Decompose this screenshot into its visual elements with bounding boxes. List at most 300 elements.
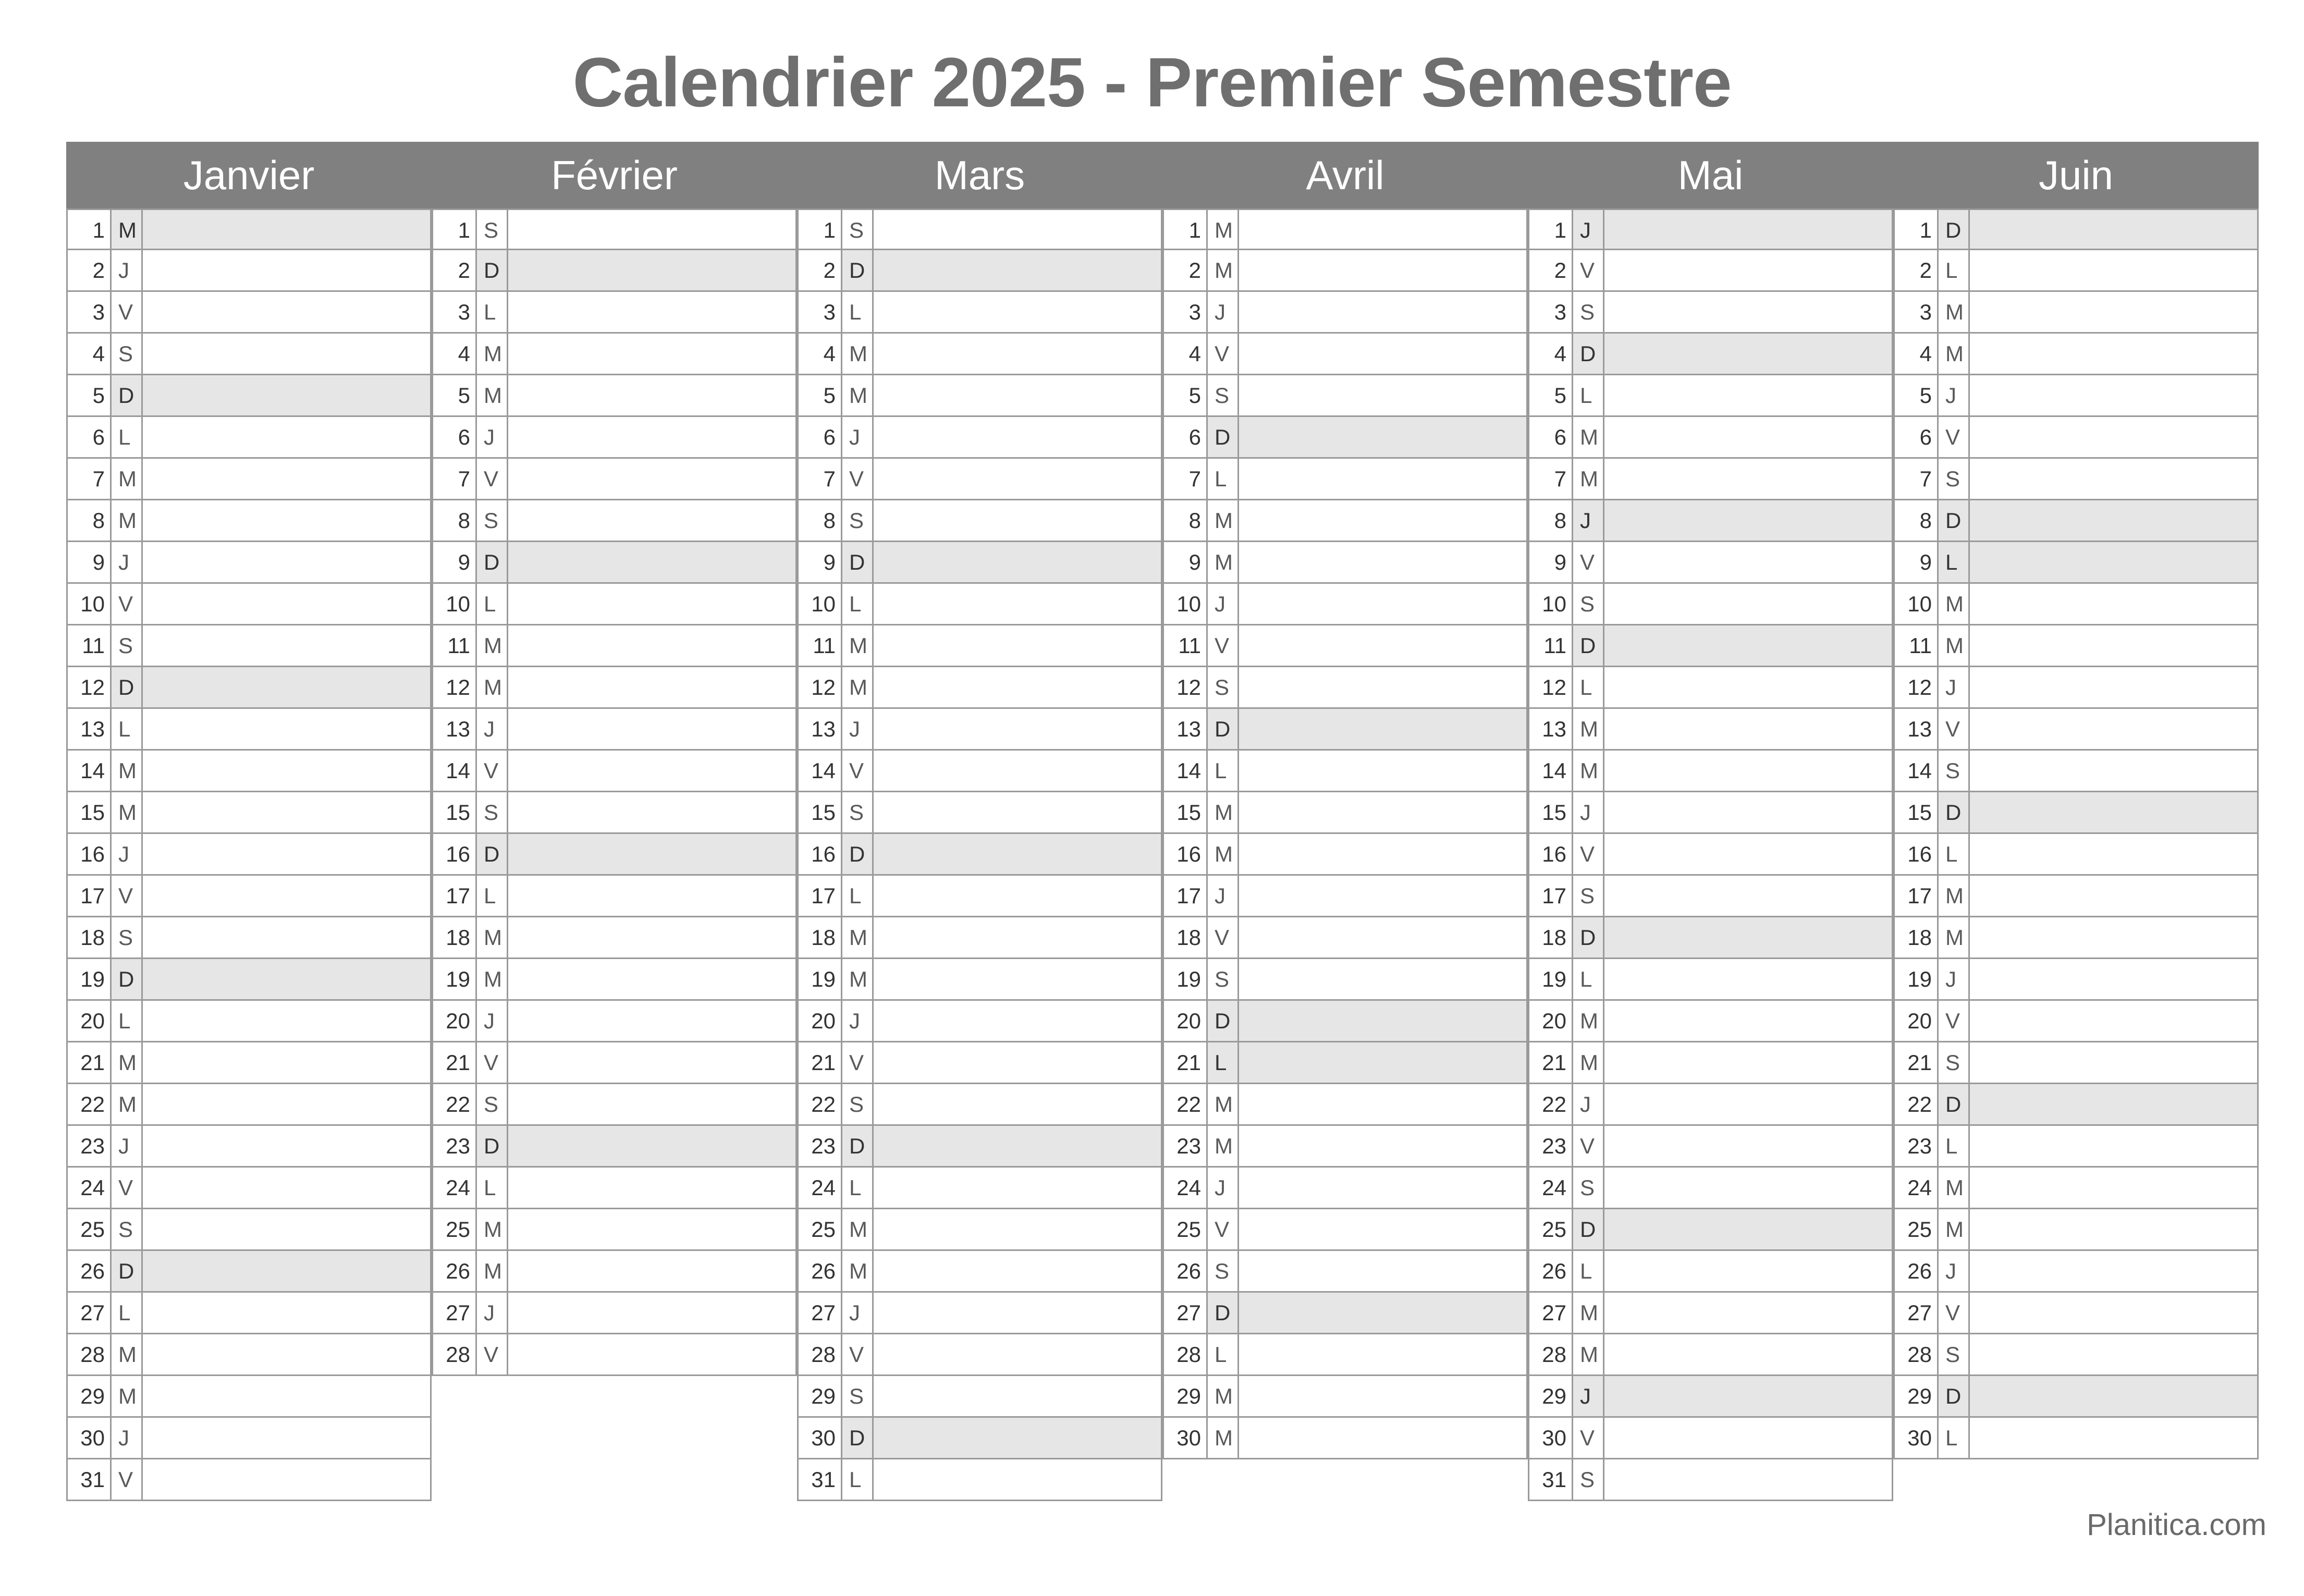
day-row (1529, 1418, 1893, 1459)
note-cell[interactable] (1239, 667, 1526, 707)
note-cell[interactable] (508, 709, 795, 749)
day-row (1529, 1126, 1893, 1168)
note-cell[interactable] (1970, 542, 2257, 582)
note-cell[interactable] (1970, 625, 2257, 666)
day-number: 19 (1529, 959, 1573, 999)
day-number: 1 (433, 210, 477, 249)
note-cell[interactable] (874, 417, 1161, 457)
note-cell[interactable] (874, 292, 1161, 332)
note-cell[interactable] (508, 1168, 795, 1208)
day-number: 10 (433, 584, 477, 624)
note-cell[interactable] (508, 1334, 795, 1374)
note-cell[interactable] (1970, 1334, 2257, 1374)
note-cell[interactable] (874, 625, 1161, 666)
note-cell[interactable] (1239, 1126, 1526, 1166)
day-number: 13 (1895, 709, 1939, 749)
note-cell[interactable] (508, 667, 795, 707)
weekday-letter: V (1573, 250, 1604, 290)
note-cell[interactable] (508, 210, 795, 249)
note-cell[interactable] (508, 292, 795, 332)
note-cell[interactable] (1604, 1084, 1892, 1124)
weekday-letter: M (1208, 250, 1239, 290)
note-cell[interactable] (874, 792, 1161, 832)
note-cell[interactable] (1604, 1001, 1892, 1041)
note-cell[interactable] (1970, 250, 2257, 290)
note-cell[interactable] (874, 1334, 1161, 1374)
day-row (1164, 1418, 1528, 1459)
note-cell[interactable] (1604, 292, 1892, 332)
note-cell[interactable] (874, 959, 1161, 999)
note-cell[interactable] (1239, 876, 1526, 916)
note-cell[interactable] (874, 1251, 1161, 1291)
note-cell[interactable] (874, 1084, 1161, 1124)
note-cell[interactable] (874, 1209, 1161, 1249)
note-cell[interactable] (1604, 709, 1892, 749)
note-cell[interactable] (874, 1168, 1161, 1208)
note-cell[interactable] (874, 876, 1161, 916)
note-cell[interactable] (1239, 417, 1526, 457)
note-cell[interactable] (143, 959, 430, 999)
note-cell[interactable] (1970, 1001, 2257, 1041)
note-cell[interactable] (1239, 834, 1526, 874)
day-row (1164, 1126, 1528, 1168)
note-cell[interactable] (1970, 334, 2257, 374)
note-cell[interactable] (1239, 709, 1526, 749)
note-cell[interactable] (508, 1001, 795, 1041)
day-number: 18 (68, 917, 112, 957)
note-cell[interactable] (1239, 334, 1526, 374)
note-cell[interactable] (874, 1376, 1161, 1416)
day-row (1895, 834, 2259, 876)
weekday-letter: S (1939, 1334, 1970, 1374)
calendar-grid (66, 142, 2259, 1501)
weekday-letter: M (842, 667, 874, 707)
day-row (68, 417, 432, 459)
note-cell[interactable] (874, 709, 1161, 749)
weekday-letter: M (1939, 292, 1970, 332)
note-cell[interactable] (143, 1126, 430, 1166)
day-number: 18 (1895, 917, 1939, 957)
day-row (1895, 334, 2259, 375)
note-cell[interactable] (1604, 417, 1892, 457)
note-cell[interactable] (1604, 1334, 1892, 1374)
day-number: 8 (1164, 500, 1208, 541)
note-cell[interactable] (1970, 1418, 2257, 1458)
day-number: 8 (1895, 500, 1939, 541)
day-row (1164, 1376, 1528, 1418)
note-cell[interactable] (1604, 1459, 1892, 1500)
note-cell[interactable] (1239, 959, 1526, 999)
day-number: 12 (799, 667, 842, 707)
day-number: 31 (68, 1459, 112, 1500)
note-cell[interactable] (1604, 459, 1892, 499)
note-cell[interactable] (874, 1001, 1161, 1041)
note-cell[interactable] (1239, 250, 1526, 290)
day-row (1895, 1168, 2259, 1209)
note-cell[interactable] (1239, 1376, 1526, 1416)
note-cell[interactable] (1239, 625, 1526, 666)
note-cell[interactable] (874, 210, 1161, 249)
day-row (799, 459, 1162, 500)
note-cell[interactable] (874, 667, 1161, 707)
day-row (1529, 1251, 1893, 1293)
note-cell[interactable] (143, 1293, 430, 1333)
note-cell[interactable] (1970, 667, 2257, 707)
note-cell[interactable] (1970, 1126, 2257, 1166)
note-cell[interactable] (143, 292, 430, 332)
note-cell[interactable] (1604, 500, 1892, 541)
day-row (1895, 292, 2259, 334)
note-cell[interactable] (508, 459, 795, 499)
day-row (433, 500, 797, 542)
weekday-letter: M (1573, 1293, 1604, 1333)
day-row (1164, 334, 1528, 375)
note-cell[interactable] (143, 876, 430, 916)
day-number: 23 (1164, 1126, 1208, 1166)
day-row (799, 709, 1162, 751)
note-cell[interactable] (874, 834, 1161, 874)
day-number: 27 (1529, 1293, 1573, 1333)
note-cell[interactable] (1604, 792, 1892, 832)
note-cell[interactable] (143, 1168, 430, 1208)
note-cell[interactable] (143, 667, 430, 707)
weekday-letter: V (1939, 1293, 1970, 1333)
note-cell[interactable] (1604, 917, 1892, 957)
note-cell[interactable] (1970, 1251, 2257, 1291)
note-cell[interactable] (143, 751, 430, 791)
day-row (1529, 500, 1893, 542)
day-row (433, 959, 797, 1001)
day-row (1529, 1042, 1893, 1084)
note-cell[interactable] (508, 834, 795, 874)
weekday-letter: L (112, 709, 143, 749)
note-cell[interactable] (1239, 1001, 1526, 1041)
note-cell[interactable] (143, 792, 430, 832)
weekday-letter: M (112, 751, 143, 791)
note-cell[interactable] (508, 542, 795, 582)
weekday-letter: D (112, 375, 143, 415)
day-row (1164, 1251, 1528, 1293)
note-cell[interactable] (508, 1293, 795, 1333)
note-cell[interactable] (874, 1459, 1161, 1500)
day-number: 19 (1895, 959, 1939, 999)
note-cell[interactable] (1239, 1418, 1526, 1458)
day-row (1164, 1168, 1528, 1209)
month-column (432, 142, 797, 1501)
note-cell[interactable] (1239, 1251, 1526, 1291)
note-cell[interactable] (1970, 500, 2257, 541)
day-row (799, 751, 1162, 792)
note-cell[interactable] (508, 792, 795, 832)
day-number: 9 (1164, 542, 1208, 582)
note-cell[interactable] (1604, 1376, 1892, 1416)
note-cell[interactable] (874, 1418, 1161, 1458)
day-number: 17 (68, 876, 112, 916)
brand-footer[interactable]: Planitica.com (2087, 1508, 2266, 1542)
day-number: 30 (799, 1418, 842, 1458)
note-cell[interactable] (508, 1251, 795, 1291)
day-row (799, 417, 1162, 459)
day-number: 2 (1164, 250, 1208, 290)
day-number: 14 (1529, 751, 1573, 791)
day-number: 7 (1895, 459, 1939, 499)
day-row (1529, 208, 1893, 250)
day-number: 2 (799, 250, 842, 290)
note-cell[interactable] (143, 542, 430, 582)
note-cell[interactable] (143, 417, 430, 457)
note-cell[interactable] (1239, 584, 1526, 624)
month-column (1528, 142, 1893, 1501)
note-cell[interactable] (874, 751, 1161, 791)
note-cell[interactable] (1970, 1084, 2257, 1124)
note-cell[interactable] (143, 500, 430, 541)
day-number: 10 (1164, 584, 1208, 624)
note-cell[interactable] (143, 1376, 430, 1416)
note-cell[interactable] (508, 917, 795, 957)
weekday-letter: D (112, 959, 143, 999)
note-cell[interactable] (874, 250, 1161, 290)
day-row (799, 1376, 1162, 1418)
note-cell[interactable] (1604, 876, 1892, 916)
day-number: 9 (68, 542, 112, 582)
day-row (433, 1209, 797, 1251)
note-cell[interactable] (1239, 917, 1526, 957)
weekday-letter: J (112, 250, 143, 290)
note-cell[interactable] (874, 334, 1161, 374)
note-cell[interactable] (1239, 210, 1526, 249)
day-number: 2 (68, 250, 112, 290)
note-cell[interactable] (143, 1334, 430, 1374)
weekday-letter: L (1939, 834, 1970, 874)
note-cell[interactable] (1970, 210, 2257, 249)
note-cell[interactable] (1604, 1209, 1892, 1249)
note-cell[interactable] (508, 876, 795, 916)
day-number: 4 (799, 334, 842, 374)
note-cell[interactable] (508, 375, 795, 415)
note-cell[interactable] (508, 500, 795, 541)
day-number: 19 (68, 959, 112, 999)
note-cell[interactable] (143, 375, 430, 415)
note-cell[interactable] (1970, 375, 2257, 415)
note-cell[interactable] (1604, 1126, 1892, 1166)
note-cell[interactable] (143, 210, 430, 249)
day-row (433, 584, 797, 625)
note-cell[interactable] (874, 375, 1161, 415)
note-cell[interactable] (1604, 1251, 1892, 1291)
note-cell[interactable] (1604, 1042, 1892, 1083)
note-cell[interactable] (1970, 292, 2257, 332)
day-number: 23 (1529, 1126, 1573, 1166)
day-number: 22 (68, 1084, 112, 1124)
day-row (1529, 792, 1893, 834)
note-cell[interactable] (874, 459, 1161, 499)
note-cell[interactable] (508, 1126, 795, 1166)
note-cell[interactable] (1604, 625, 1892, 666)
note-cell[interactable] (1239, 751, 1526, 791)
day-row (433, 375, 797, 417)
day-number: 13 (799, 709, 842, 749)
note-cell[interactable] (1604, 751, 1892, 791)
note-cell[interactable] (1239, 459, 1526, 499)
note-cell[interactable] (1970, 1376, 2257, 1416)
note-cell[interactable] (508, 1209, 795, 1249)
day-row (1164, 625, 1528, 667)
note-cell[interactable] (1604, 334, 1892, 374)
note-cell[interactable] (1604, 250, 1892, 290)
weekday-letter: S (842, 1376, 874, 1416)
note-cell[interactable] (874, 500, 1161, 541)
note-cell[interactable] (143, 1251, 430, 1291)
weekday-letter: S (1573, 876, 1604, 916)
day-number: 4 (433, 334, 477, 374)
note-cell[interactable] (1604, 375, 1892, 415)
note-cell[interactable] (1970, 584, 2257, 624)
weekday-letter: M (1939, 917, 1970, 957)
day-row (799, 250, 1162, 292)
weekday-letter: S (1573, 1459, 1604, 1500)
note-cell[interactable] (143, 709, 430, 749)
day-row (1164, 208, 1528, 250)
day-row (433, 250, 797, 292)
weekday-letter: M (842, 334, 874, 374)
weekday-letter: M (112, 792, 143, 832)
note-cell[interactable] (1604, 959, 1892, 999)
day-row (1895, 375, 2259, 417)
note-cell[interactable] (1604, 1418, 1892, 1458)
note-cell[interactable] (1239, 375, 1526, 415)
note-cell[interactable] (143, 1084, 430, 1124)
note-cell[interactable] (1970, 917, 2257, 957)
note-cell[interactable] (874, 584, 1161, 624)
note-cell[interactable] (508, 250, 795, 290)
note-cell[interactable] (143, 1042, 430, 1083)
day-number: 25 (799, 1209, 842, 1249)
note-cell[interactable] (1239, 1042, 1526, 1083)
note-cell[interactable] (1970, 1293, 2257, 1333)
note-cell[interactable] (1970, 1168, 2257, 1208)
weekday-letter: V (1208, 917, 1239, 957)
day-number: 20 (433, 1001, 477, 1041)
note-cell[interactable] (1239, 792, 1526, 832)
note-cell[interactable] (508, 1084, 795, 1124)
day-row (68, 1293, 432, 1334)
weekday-letter: V (1208, 1209, 1239, 1249)
note-cell[interactable] (1970, 959, 2257, 999)
weekday-letter: J (1208, 876, 1239, 916)
day-row (1895, 1209, 2259, 1251)
note-cell[interactable] (508, 625, 795, 666)
day-row (1529, 1168, 1893, 1209)
day-row (799, 1418, 1162, 1459)
note-cell[interactable] (1970, 417, 2257, 457)
note-cell[interactable] (874, 542, 1161, 582)
note-cell[interactable] (1970, 709, 2257, 749)
note-cell[interactable] (1970, 1209, 2257, 1249)
day-row (433, 1168, 797, 1209)
weekday-letter: J (1939, 375, 1970, 415)
note-cell[interactable] (1239, 292, 1526, 332)
note-cell[interactable] (508, 584, 795, 624)
weekday-letter: D (477, 834, 508, 874)
note-cell[interactable] (143, 584, 430, 624)
note-cell[interactable] (1604, 542, 1892, 582)
note-cell[interactable] (1604, 667, 1892, 707)
day-row (1529, 1334, 1893, 1376)
note-cell[interactable] (143, 917, 430, 957)
note-cell[interactable] (1604, 210, 1892, 249)
note-cell[interactable] (508, 959, 795, 999)
note-cell[interactable] (143, 1418, 430, 1458)
note-cell[interactable] (1604, 584, 1892, 624)
day-number: 27 (1895, 1293, 1939, 1333)
day-row (433, 1126, 797, 1168)
note-cell[interactable] (874, 917, 1161, 957)
weekday-letter: S (112, 917, 143, 957)
note-cell[interactable] (1239, 542, 1526, 582)
note-cell[interactable] (143, 1209, 430, 1249)
note-cell[interactable] (143, 459, 430, 499)
note-cell[interactable] (1970, 1042, 2257, 1083)
note-cell[interactable] (1239, 1084, 1526, 1124)
note-cell[interactable] (1970, 459, 2257, 499)
day-row (1529, 625, 1893, 667)
note-cell[interactable] (508, 334, 795, 374)
note-cell[interactable] (143, 334, 430, 374)
weekday-letter: M (1573, 751, 1604, 791)
note-cell[interactable] (874, 1042, 1161, 1083)
weekday-letter: L (477, 292, 508, 332)
note-cell[interactable] (1239, 500, 1526, 541)
note-cell[interactable] (1970, 751, 2257, 791)
day-number: 21 (68, 1042, 112, 1083)
note-cell[interactable] (1239, 1334, 1526, 1374)
day-number: 15 (68, 792, 112, 832)
note-cell[interactable] (508, 417, 795, 457)
day-row (1164, 292, 1528, 334)
note-cell[interactable] (1970, 792, 2257, 832)
day-row (799, 375, 1162, 417)
weekday-letter: V (1208, 334, 1239, 374)
note-cell[interactable] (143, 625, 430, 666)
weekday-letter: V (842, 1042, 874, 1083)
day-row (1164, 417, 1528, 459)
note-cell[interactable] (1604, 834, 1892, 874)
note-cell[interactable] (1604, 1293, 1892, 1333)
day-number: 26 (1164, 1251, 1208, 1291)
weekday-letter: M (477, 959, 508, 999)
note-cell[interactable] (1239, 1209, 1526, 1249)
note-cell[interactable] (143, 834, 430, 874)
note-cell[interactable] (1239, 1293, 1526, 1333)
weekday-letter: M (1208, 1418, 1239, 1458)
day-row (1895, 1293, 2259, 1334)
note-cell[interactable] (143, 250, 430, 290)
note-cell[interactable] (1970, 876, 2257, 916)
note-cell[interactable] (874, 1293, 1161, 1333)
day-row (1164, 709, 1528, 751)
day-row (68, 1001, 432, 1042)
note-cell[interactable] (874, 1126, 1161, 1166)
note-cell[interactable] (143, 1001, 430, 1041)
note-cell[interactable] (508, 751, 795, 791)
weekday-letter: S (842, 210, 874, 249)
note-cell[interactable] (508, 1042, 795, 1083)
note-cell[interactable] (1970, 834, 2257, 874)
note-cell[interactable] (1239, 1168, 1526, 1208)
note-cell[interactable] (1604, 1168, 1892, 1208)
weekday-letter: S (477, 1084, 508, 1124)
note-cell[interactable] (143, 1459, 430, 1500)
